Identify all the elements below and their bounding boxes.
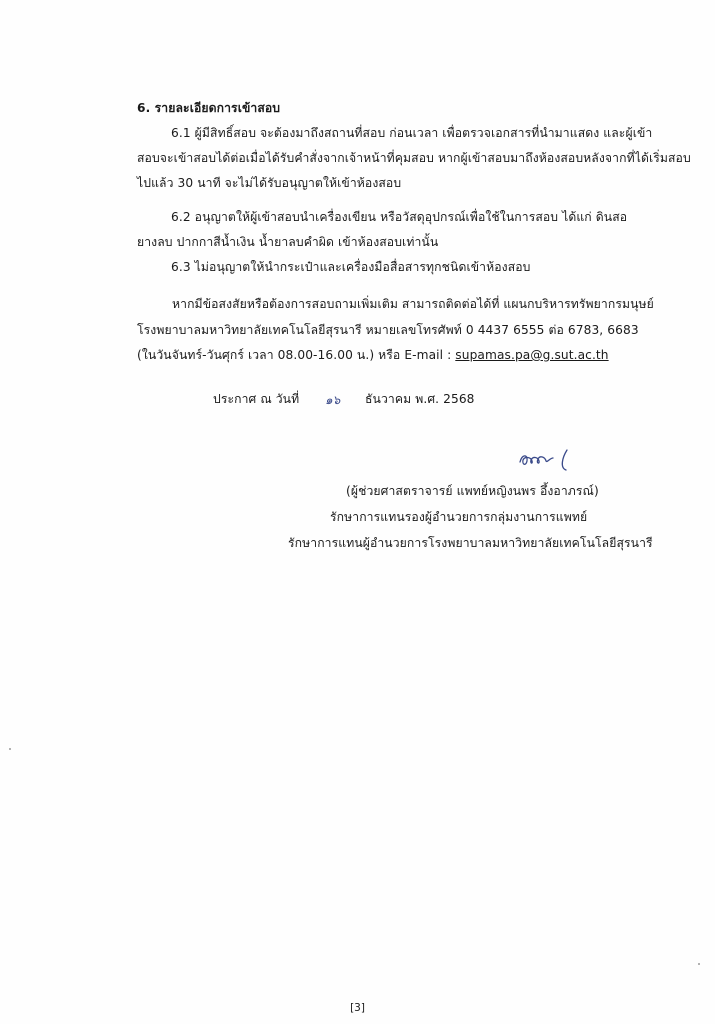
announcement-prefix: ประกาศ ณ วันที่ xyxy=(213,392,300,406)
email-link[interactable]: supamas.pa@g.sut.ac.th xyxy=(455,348,609,362)
item-6-2-line-1: 6.2 อนุญาตให้ผู้เข้าสอบนำเครื่องเขียน หรือวัสดุอุปกรณ์เพื่อใช้ในการสอบ ได้แก่ ดินสอ xyxy=(171,210,628,224)
item-6-1-line-3: ไปแล้ว 30 นาที จะไม่ได้รับอนุญาตให้เข้าห้องสอบ xyxy=(137,176,402,190)
contact-line-3 xyxy=(137,347,609,363)
item-6-2-line-2: ยางลบ ปากกาสีน้ำเงิน น้ำยาลบคำผิด เข้าห้องสอบเท่านั้น xyxy=(137,235,439,249)
contact-hours: (ในวันจันทร์-วันศุกร์ เวลา 08.00-16.00 น.) หรือ E-mail : xyxy=(137,348,456,362)
page-number: [3] xyxy=(350,1002,365,1014)
item-6-3: 6.3 ไม่อนุญาตให้นำกระเป๋าและเครื่องมือสื่อสารทุกชนิดเข้าห้องสอบ xyxy=(171,260,531,274)
scan-speck xyxy=(698,963,700,965)
announcement-suffix: ธันวาคม พ.ศ. 2568 xyxy=(365,392,475,406)
signer-name: (ผู้ช่วยศาสตราจารย์ แพทย์หญิงนพร อึ้งอาภรณ์) xyxy=(346,484,599,498)
signer-position-1: รักษาการแทนรองผู้อำนวยการกลุ่มงานการแพทย์ xyxy=(330,510,588,524)
contact-line-2: โรงพยาบาลมหาวิทยาลัยเทคโนโลยีสุรนารี หมายเลขโทรศัพท์ 0 4437 6555 ต่อ 6783, 6683 xyxy=(137,323,639,337)
contact-line-1: หากมีข้อสงสัยหรือต้องการสอบถามเพิ่มเติม สามารถติดต่อได้ที่ แผนกบริหารทรัพยากรมนุษย์ xyxy=(172,297,654,311)
signer-position-2: รักษาการแทนผู้อำนวยการโรงพยาบาลมหาวิทยาลัยเทคโนโลยีสุรนารี xyxy=(288,536,653,550)
item-6-1-line-2: สอบจะเข้าสอบได้ต่อเมื่อได้รับคำสั่งจากเจ้าหน้าที่คุมสอบ หากผู้เข้าสอบมาถึงห้องสอบหลังจากที่ได้เริ่มสอบ xyxy=(137,151,691,165)
signature-mark xyxy=(518,446,578,476)
scan-speck xyxy=(9,748,11,750)
section-heading: 6. รายละเอียดการเข้าสอบ xyxy=(137,101,281,115)
item-6-1-line-1: 6.1 ผู้มีสิทธิ์สอบ จะต้องมาถึงสถานที่สอบ ก่อนเวลา เพื่อตรวจเอกสารที่นำมาแสดง และผู้เข้า xyxy=(171,126,653,140)
handwritten-day: ๑๖ xyxy=(325,393,341,407)
